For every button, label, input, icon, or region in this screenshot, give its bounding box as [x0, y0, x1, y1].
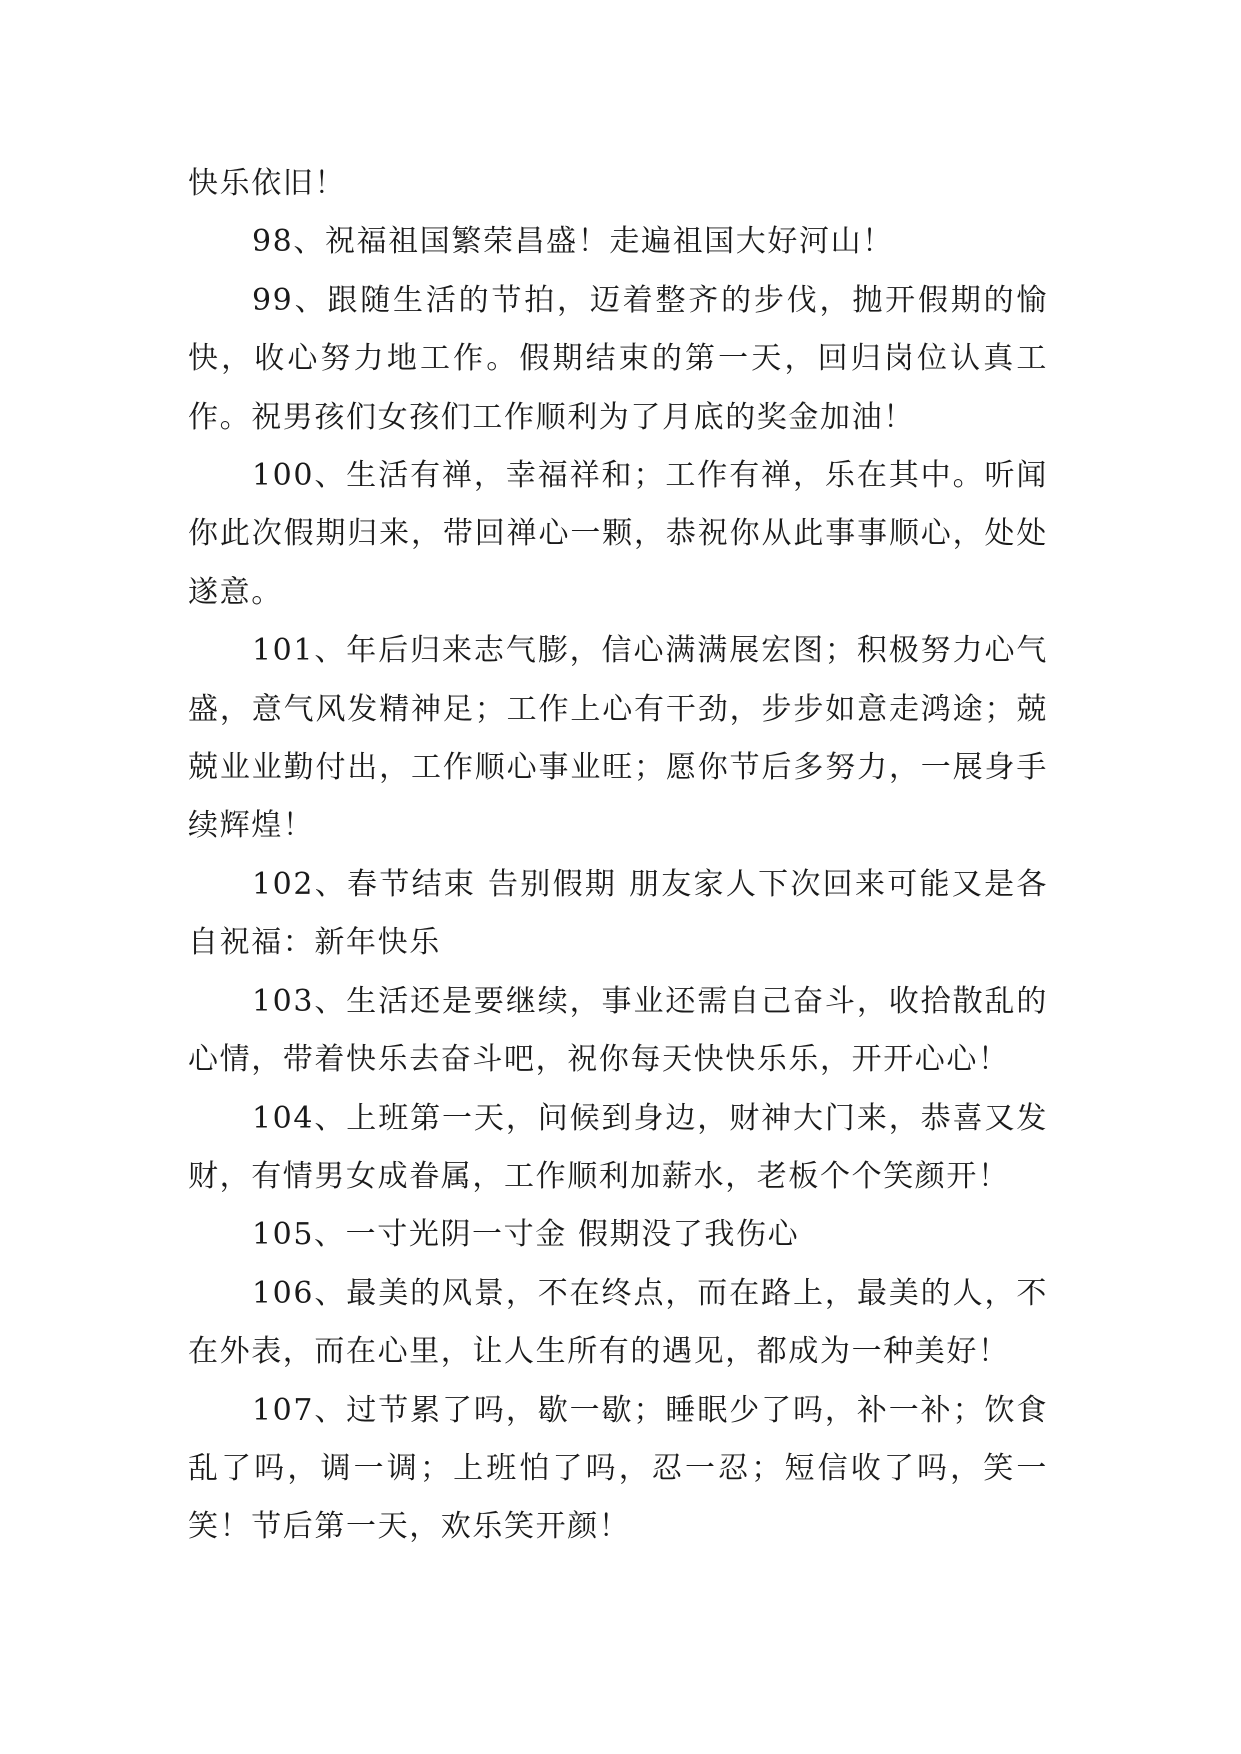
- paragraph-106: 106、最美的风景，不在终点，而在路上，最美的人，不在外表，而在心里，让人生所有的遇见，都成为一种美好！: [188, 1275, 1048, 1370]
- paragraph-99: 99、跟随生活的节拍，迈着整齐的步伐，抛开假期的愉快，收心努力地工作。假期结束的第一天，回归岗位认真工作。祝男孩们女孩们工作顺利为了月底的奖金加油！: [188, 282, 1048, 435]
- paragraph-102: 102、春节结束 告别假期 朋友家人下次回来可能又是各自祝福：新年快乐: [188, 866, 1048, 961]
- paragraph-104: 104、上班第一天，问候到身边，财神大门来，恭喜又发财，有情男女成眷属，工作顺利加薪水，老板个个笑颜开！: [188, 1100, 1048, 1194]
- document-body: [188, 155, 1048, 1557]
- paragraph-105: 105、一寸光阴一寸金 假期没了我伤心: [252, 1217, 800, 1253]
- paragraph-103: 103、生活还是要继续，事业还需自己奋斗，收拾散乱的心情，带着快乐去奋斗吧，祝你每天快快乐乐，开开心心！: [188, 983, 1048, 1078]
- paragraph-continuation: 快乐依旧！: [188, 166, 346, 201]
- paragraph-100: 100、生活有禅，幸福祥和；工作有禅，乐在其中。听闻你此次假期归来，带回禅心一颗，恭祝你从此事事顺心，处处遂意。: [188, 458, 1048, 610]
- paragraph-101: 101、年后归来志气膨，信心满满展宏图；积极努力心气盛，意气风发精神足；工作上心有干劲，步步如意走鸿途；兢兢业业勤付出，工作顺心事业旺；愿你节后多努力，一展身手续辉煌！: [188, 633, 1048, 844]
- paragraph-98: 98、祝福祖国繁荣昌盛！走遍祖国大好河山！: [252, 224, 894, 260]
- paragraph-107: 107、过节累了吗，歇一歇；睡眠少了吗，补一补；饮食乱了吗，调一调；上班怕了吗，忍一忍；短信收了吗，笑一笑！节后第一天，欢乐笑开颜！: [188, 1392, 1048, 1545]
